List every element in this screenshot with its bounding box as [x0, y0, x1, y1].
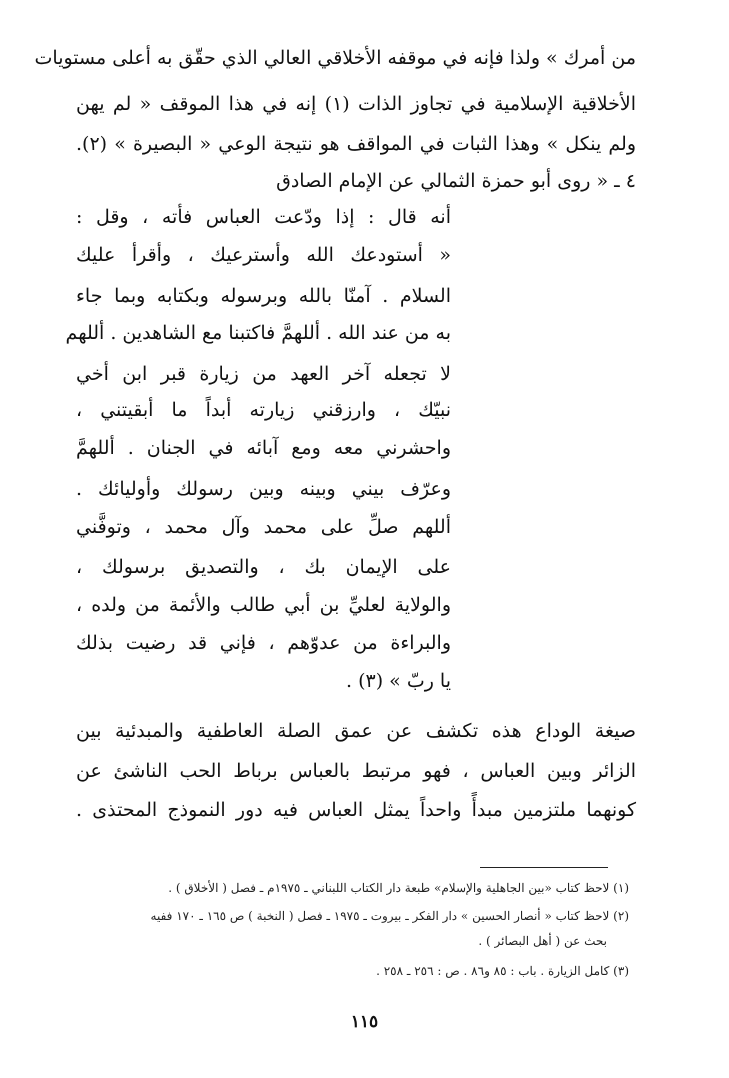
quote-line-11: والولاية لعليِّ بن أبي طالب والأئمة من ولده ، [76, 594, 451, 616]
quote-line-10: على الإيمان بك ، والتصديق برسولك ، [76, 556, 451, 578]
quote-line-12: والبراءة من عدوّهم ، فإني قد رضيت بذلك [76, 632, 451, 654]
quote-line-5: لا تجعله آخر العهد من زيارة قبر ابن أخي [76, 363, 451, 385]
paragraph-2-line-1: صيغة الوداع هذه تكشف عن عمق الصلة العاطفية والمبدئية بين [76, 720, 636, 742]
footnote-3: (٣) كامل الزيارة . باب : ٨٥ و٨٦ . ص : ٢٥٦ ـ ٢٥٨ . [376, 964, 629, 978]
footnote-1: (١) لاحظ كتاب «بين الجاهلية والإسلام» طبعة دار الكتاب اللبناني ـ ١٩٧٥م ـ فصل ( الأخلاق ) . [168, 881, 629, 895]
quote-line-2: « أستودعك الله وأسترعيك ، وأقرأ عليك [76, 244, 451, 266]
quote-line-13: يا ربّ » (٣) . [345, 670, 451, 692]
quote-line-9: أللهم صلِّ على محمد وآل محمد ، وتوفَّني [76, 516, 451, 538]
paragraph-1-line-2: الأخلاقية الإسلامية في تجاوز الذات (١) إنه في هذا الموقف « لم يهن [76, 93, 636, 115]
paragraph-1-line-1: من أمرك » ولذا فإنه في موقفه الأخلاقي العالي الذي حقّق به أعلى مستويات [34, 47, 636, 69]
quote-line-6: نبيّك ، وارزقني زيارته أبداً ما أبقيتني ، [76, 399, 451, 421]
quote-line-3: السلام . آمنّا بالله وبرسوله وبكتابه وبما جاء [76, 285, 451, 307]
quote-line-4: به من عند الله . أللهمَّ فاكتبنا مع الشاهدين . أللهم [65, 322, 451, 344]
item-4-intro: ٤ ـ « روى أبو حمزة الثمالي عن الإمام الصادق [276, 170, 636, 192]
paragraph-2-line-2: الزائر وبين العباس ، فهو مرتبط بالعباس برباط الحب الناشئ عن [76, 760, 636, 782]
footnote-2-continuation: بحث عن ( أهل البصائر ) . [478, 934, 607, 948]
page-number: ١١٥ [350, 1012, 379, 1032]
paragraph-1-line-3: ولم ينكل » وهذا الثبات في المواقف هو نتيجة الوعي « البصيرة » (٢). [76, 133, 636, 155]
footnote-divider [480, 867, 608, 868]
footnote-2: (٢) لاحظ كتاب « أنصار الحسين » دار الفكر ـ بيروت ـ ١٩٧٥ ـ فصل ( النخبة ) ص ١٦٥ ـ ١٧٠ ففيه [150, 909, 629, 923]
quote-line-8: وعرّف بيني وبينه وبين رسولك وأوليائك . [76, 478, 451, 500]
quote-line-7: واحشرني معه ومع آبائه في الجنان . أللهمَّ [76, 437, 451, 459]
paragraph-2-line-3: كونهما ملتزمين مبدأً واحداً يمثل العباس فيه دور النموذج المحتذى . [76, 799, 636, 821]
quote-line-1: أنه قال : إذا ودّعت العباس فأته ، وقل : [76, 206, 451, 228]
